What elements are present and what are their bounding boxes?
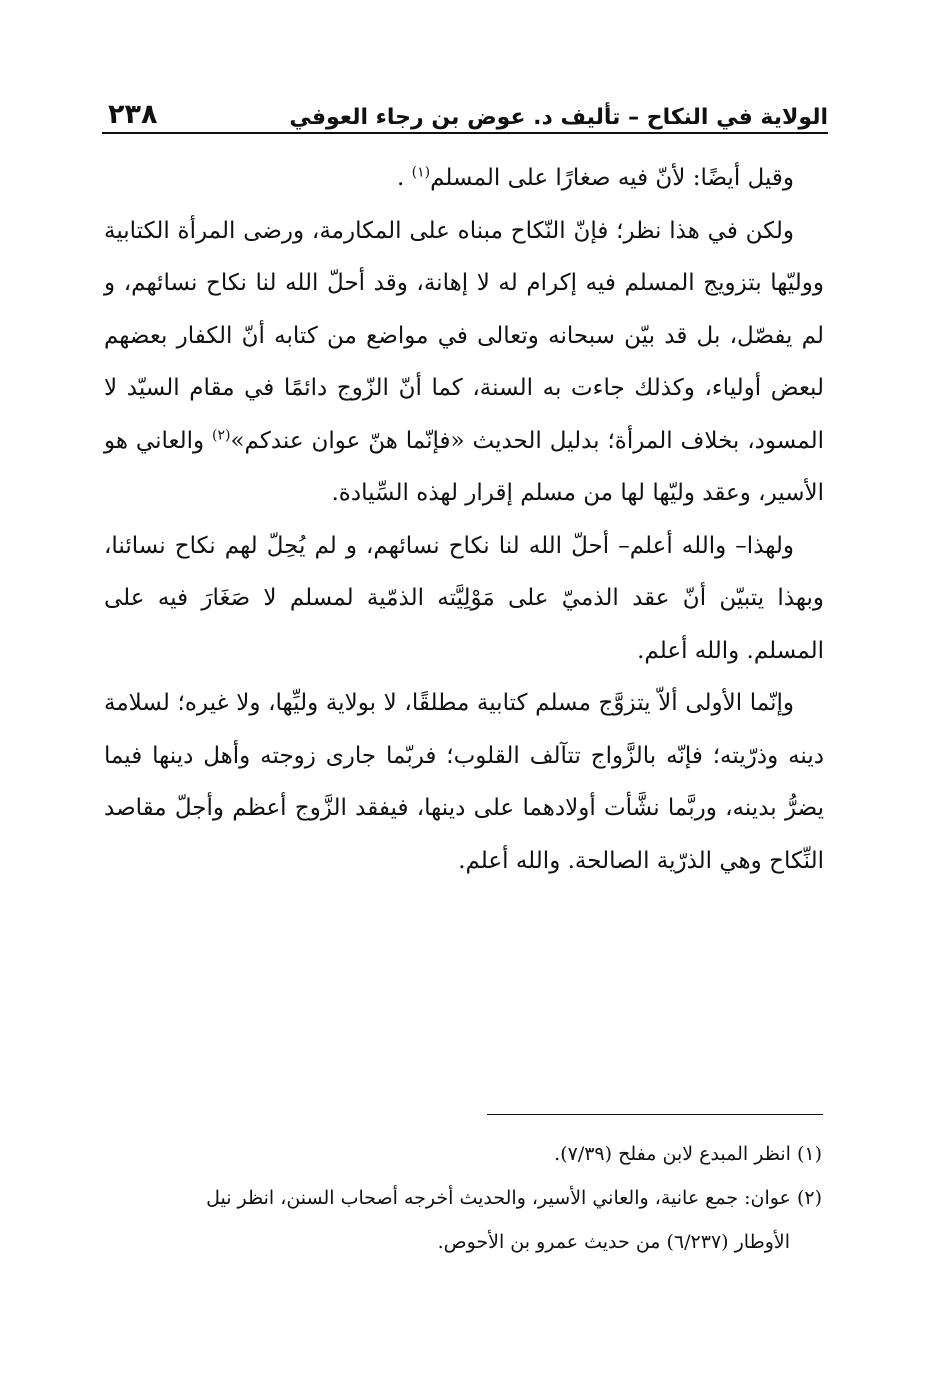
footnote-number: (١) bbox=[796, 1143, 822, 1165]
footnote-2-continuation: الأوطار (٦/٢٣٧) من حديث عمرو بن الأحوص. bbox=[437, 1231, 790, 1253]
paragraph-2: ولكن في هذا نظر؛ فإنّ النّكاح مبناه على المكارمة، ورضى المرأة الكتابية ووليّها بتزويج المسلم فيه إكرام له لا إهانة، وقد أحلّ الله لنا نكاح نسائهم، و لم يفصّل، بل قد بيّن سبحانه وتعالى في مواضع من كتابه أنّ الكفار بعضهم لبعض أولياء، وكذلك جاءت به السنة، كما أنّ الزّوج دائمًا في مقام السيّد لا المسود، بخلاف المرأة؛ بدليل الحديث «فإنّما هنّ عوان عندكم»$^{(٢)}$ والعاني هو الأسير، وعقد وليّها لها من مسلم إقرار لهذه السِّيادة. bbox=[104, 217, 824, 506]
main-text bbox=[104, 152, 824, 887]
book-title: الولاية في النكاح – تأليف د. عوض بن رجاء العوفي bbox=[289, 105, 828, 130]
footnote-number: (٢) bbox=[796, 1187, 822, 1209]
footnote-ref-2: (٢) bbox=[212, 426, 231, 443]
footnotes bbox=[150, 1132, 822, 1264]
page-number: ٢٣٨ bbox=[108, 99, 158, 130]
paragraph-3: ولهذا– والله أعلم– أحلّ الله لنا نكاح نسائهم، و لم يُحِلّ لهم نكاح نسائنا، وبهذا يتبيّن أنّ عقد الذميّ على مَوْلِيَّته الذمّية لمسلم لا صَغَارَ فيه على المسلم. والله أعلم. bbox=[104, 532, 824, 664]
paragraph-1: وقيل أيضًا: لأنّ فيه صغارًا على المسلم$^{(١)}$ . bbox=[397, 164, 794, 191]
running-header bbox=[102, 92, 828, 130]
footnote-1 bbox=[150, 1132, 822, 1176]
footnote-ref-1: (١) bbox=[411, 164, 431, 181]
footnote-divider bbox=[487, 1114, 823, 1115]
paragraph-4: وإنّما الأولى ألاّ يتزوَّج مسلم كتابية مطلقًا، لا بولاية وليِّها، ولا غيره؛ لسلامة دينه وذرّيته؛ فإنّه بالزَّواج تتآلف القلوب؛ فربّما جارى زوجته وأهل دينها فيما يضرُّ بدينه، وربَّما نشَّأت أولادهما على دينها، فيفقد الزَّوج أعظم وأجلّ مقاصد النِّكاح وهي الذرّية الصالحة. والله أعلم. bbox=[104, 690, 824, 874]
footnote-text: انظر المبدع لابن مفلح (٧/٣٩). bbox=[554, 1143, 791, 1165]
footnote-2 bbox=[150, 1176, 822, 1220]
footnote-text: عوان: جمع عانية، والعاني الأسير، والحديث أخرجه أصحاب السنن، انظر نيل bbox=[206, 1187, 791, 1209]
header-divider bbox=[102, 132, 828, 134]
